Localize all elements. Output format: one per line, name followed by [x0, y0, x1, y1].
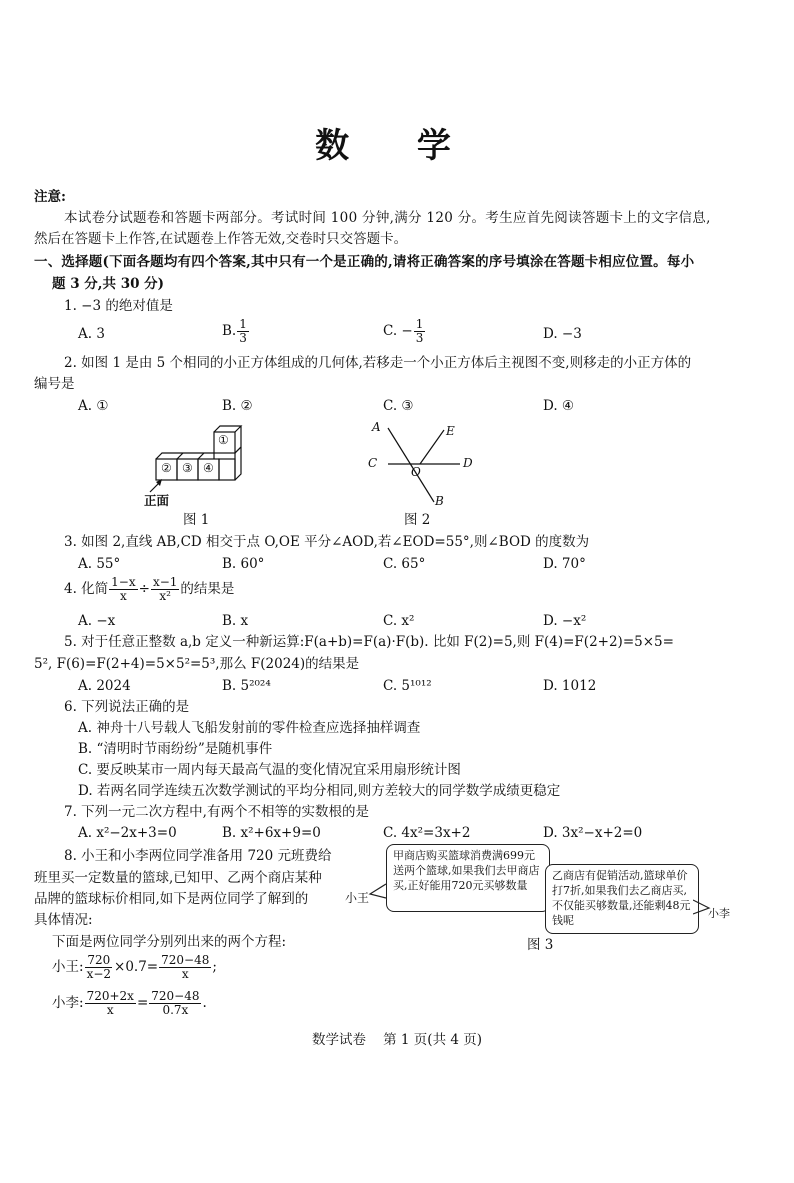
- q4-option-a: A. −x: [78, 613, 116, 629]
- q7-option-d: D. 3x²−x+2=0: [543, 825, 643, 841]
- cube-label-3: ③: [182, 461, 193, 475]
- notice-line-1: 本试卷分试题卷和答题卡两部分。考试时间 100 分钟,满分 120 分。考生应首先阅读答题卡上的文字信息,: [64, 210, 711, 226]
- q6-option-c: C. 要反映某市一周内每天最高气温的变化情况宜采用扇形统计图: [78, 762, 461, 778]
- q1-option-b: B. $\frac{1}{3}$: [222, 317, 247, 345]
- q8-line-1: 8. 小王和小李两位同学准备用 720 元班费给: [64, 848, 332, 864]
- q6-option-b: B. “清明时节雨纷纷”是随机事件: [78, 741, 273, 757]
- q2-option-d: D. ④: [543, 398, 575, 414]
- q5-option-a: A. 2024: [78, 678, 131, 694]
- q7-option-b: B. x²+6x+9=0: [222, 825, 321, 841]
- q4-stem: 4. 化简 $\frac{1-x}{x}$ ÷ $\frac{x-1}{\text{x²}}$ 的结果是: [64, 575, 235, 603]
- q8-line-2: 班里买一定数量的篮球,已知甲、乙两个商店某种: [34, 870, 322, 886]
- q4-option-d: D. −x²: [543, 613, 587, 629]
- q8-line-5: 下面是两位同学分别列出来的两个方程:: [52, 934, 287, 950]
- q3-option-b: B. 60°: [222, 556, 265, 572]
- q8-line-3: 品牌的篮球标价相同,如下是两位同学了解到的: [34, 891, 309, 907]
- q1-stem: 1. −3 的绝对值是: [64, 298, 173, 314]
- q1-option-d: D. −3: [543, 326, 582, 342]
- q8-wang-equation: 小王: $\frac{720}{x-2}$ ×0.7= $\frac{720-48}{x}$ ;: [52, 953, 217, 981]
- q2-option-b: B. ②: [222, 398, 253, 414]
- figure-3-caption: 图 3: [527, 937, 554, 953]
- q7-stem: 7. 下列一元二次方程中,有两个不相等的实数根的是: [64, 804, 369, 820]
- q3-option-a: A. 55°: [78, 556, 121, 572]
- fig2-point-d: D: [463, 456, 473, 470]
- fig3-name-li: 小李: [708, 907, 730, 920]
- fig3-name-wang: 小王: [345, 891, 370, 905]
- q6-option-d: D. 若两名同学连续五次数学测试的平均分相同,则方差较大的同学数学成绩更稳定: [78, 783, 561, 799]
- fig2-point-b: B: [435, 494, 444, 508]
- fig3-pointer-wang: [368, 880, 388, 904]
- speech-bubble-wang: 甲商店购买篮球消费满699元送两个篮球,如果我们去甲商店买,正好能用720元买够数量: [386, 844, 550, 912]
- q4-option-b: B. x: [222, 613, 249, 629]
- q2-option-a: A. ①: [78, 398, 109, 414]
- q1-option-c: C. − $\frac{1}{3}$: [383, 317, 424, 345]
- q7-option-a: A. x²−2x+3=0: [78, 825, 177, 841]
- cube-label-1: ①: [218, 433, 229, 447]
- fig2-point-a: A: [372, 420, 381, 434]
- section-heading-line-1: 一、选择题(下面各题均有四个答案,其中只有一个是正确的,请将正确答案的序号填涂在答题卡相应位置。每小: [34, 254, 695, 270]
- notice-line-2: 然后在答题卡上作答,在试题卷上作答无效,交卷时只交答题卡。: [34, 231, 408, 247]
- q5-option-d: D. 1012: [543, 678, 597, 694]
- q3-option-c: C. 65°: [383, 556, 426, 572]
- q5-stem-line-1: 5. 对于任意正整数 a,b 定义一种新运算:F(a+b)=F(a)·F(b). 比如 F(2)=5,则 F(4)=F(2+2)=5×5=: [64, 634, 674, 650]
- front-label: 正面: [144, 493, 170, 508]
- q4-option-c: C. x²: [383, 613, 415, 629]
- q2-option-c: C. ③: [383, 398, 414, 414]
- notice-heading: 注意:: [34, 189, 66, 205]
- cube-label-2: ②: [161, 461, 172, 475]
- fig2-point-c: C: [368, 456, 378, 470]
- page-footer: 数学试卷 第 1 页(共 4 页): [311, 1032, 483, 1048]
- page-title: 数 学: [315, 126, 479, 166]
- section-heading-line-2: 题 3 分,共 30 分): [52, 276, 165, 292]
- q1-option-a: A. 3: [78, 326, 105, 342]
- q6-option-a: A. 神舟十八号载人飞船发射前的零件检查应选择抽样调查: [78, 720, 421, 736]
- q8-line-4: 具体情况:: [34, 912, 93, 928]
- q5-option-b: B. 5²⁰²⁴: [222, 678, 271, 694]
- q5-stem-line-2: 5², F(6)=F(2+4)=5×5²=5³,那么 F(2024)的结果是: [34, 656, 360, 672]
- q7-option-c: C. 4x²=3x+2: [383, 825, 471, 841]
- fig2-point-e: E: [446, 424, 455, 438]
- speech-bubble-li: 乙商店有促销活动,篮球单价打7折,如果我们去乙商店买,不仅能买够数量,还能剩48元钱呢: [545, 864, 699, 934]
- q2-stem-line-1: 2. 如图 1 是由 5 个相同的小正方体组成的几何体,若移走一个小正方体后主视图不变,则移走的小正方体的: [64, 355, 692, 371]
- q2-stem-line-2: 编号是: [34, 376, 75, 392]
- q8-li-equation: 小李: $\frac{720+2x}{x}$ = $\frac{720-48}{0.7x}$ .: [52, 989, 207, 1017]
- fig2-point-o: O: [411, 465, 421, 479]
- figure-2-caption: 图 2: [404, 512, 431, 528]
- q3-option-d: D. 70°: [543, 556, 586, 572]
- figure-1-caption: 图 1: [183, 512, 210, 528]
- cube-label-4: ④: [203, 461, 214, 475]
- q6-stem: 6. 下列说法正确的是: [64, 699, 190, 715]
- q5-option-c: C. 5¹⁰¹²: [383, 678, 432, 694]
- q3-stem: 3. 如图 2,直线 AB,CD 相交于点 O,OE 平分∠AOD,若∠EOD=55°,则∠BOD 的度数为: [64, 534, 590, 550]
